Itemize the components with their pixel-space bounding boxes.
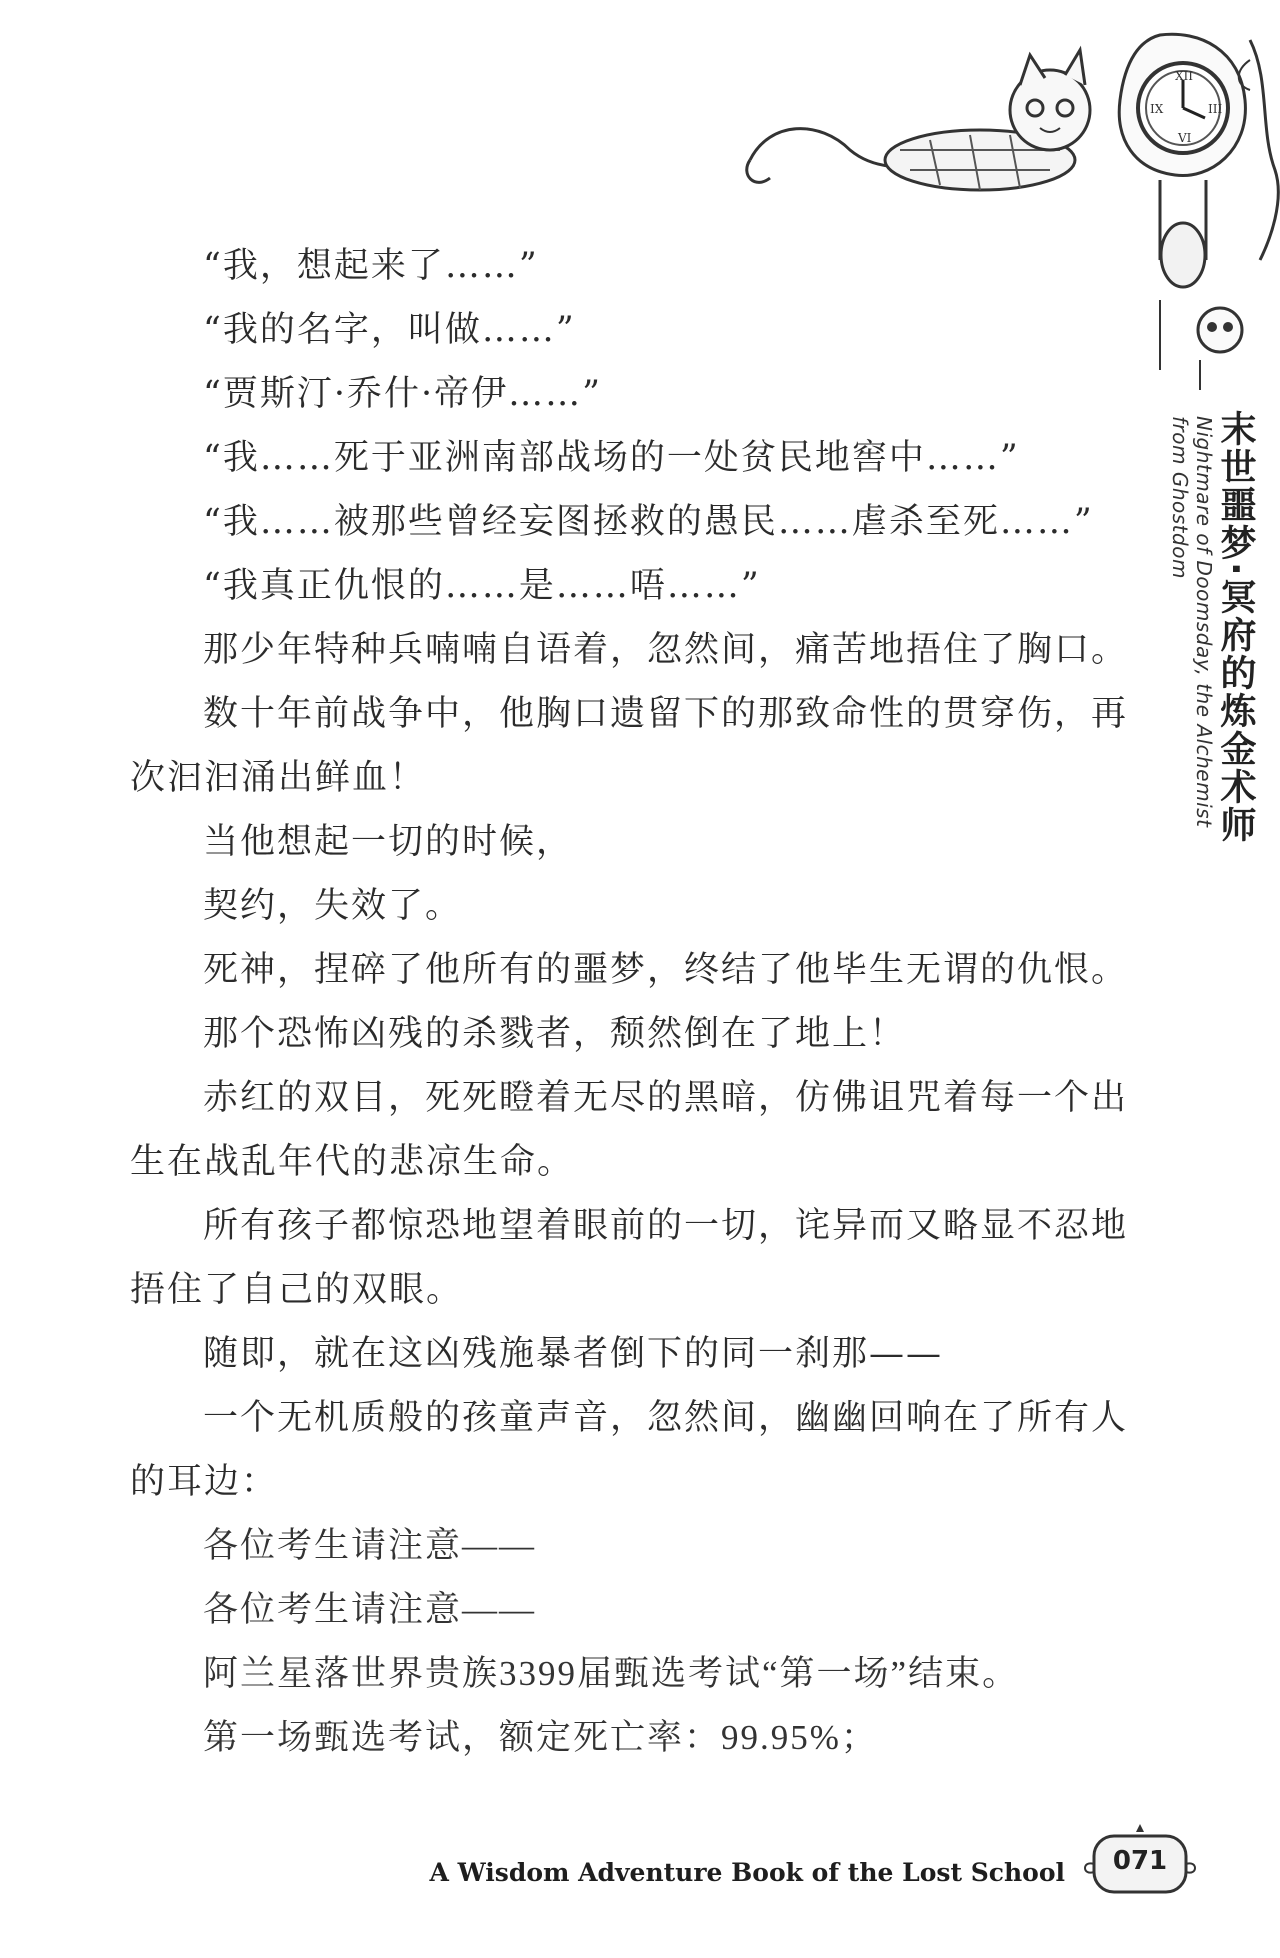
paragraph: 一个无机质般的孩童声音，忽然间，幽幽回响在了所有人的耳边： (130, 1398, 1129, 1502)
paragraph: 赤红的双目，死死瞪着无尽的黑暗，仿佛诅咒着每一个出生在战乱年代的悲凉生命。 (130, 1078, 1129, 1182)
paragraph: “我，想起来了……” (203, 246, 539, 286)
footer-series-title: A Wisdom Adventure Book of the Lost School (429, 1858, 1065, 1887)
page-number: 071 (1112, 1846, 1168, 1876)
cat-icon (885, 50, 1090, 190)
paragraph: 死神，捏碎了他所有的噩梦，终结了他毕生无谓的仇恨。 (203, 950, 1129, 990)
side-title-chinese: 末世噩梦·冥府的炼金术师 (1215, 410, 1256, 844)
svg-text:IX: IX (1150, 102, 1164, 116)
paragraph: 那少年特种兵喃喃自语着，忽然间，痛苦地捂住了胸口。 (203, 630, 1129, 670)
paragraph: “我……被那些曾经妄图拯救的愚民……虐杀至死……” (203, 502, 1094, 542)
page-number-badge (1080, 1820, 1200, 1904)
svg-text:III: III (1208, 102, 1223, 116)
system-announcement: 各位考生请注意—— (203, 1590, 537, 1629)
paragraph: 随即，就在这凶残施暴者倒下的同一刹那—— (203, 1334, 944, 1374)
clock-icon (1119, 34, 1245, 287)
paragraph: “贾斯汀·乔什·帝伊……” (203, 374, 603, 414)
skull-icon (1160, 300, 1242, 390)
paragraph: 所有孩子都惊恐地望着眼前的一切，诧异而又略显不忍地捂住了自己的双眼。 (130, 1206, 1129, 1310)
paragraph: “我的名字，叫做……” (203, 310, 576, 350)
svg-text:VI: VI (1178, 131, 1192, 145)
paragraph: “我真正仇恨的……是……唔……” (203, 566, 761, 606)
side-title (1168, 410, 1256, 870)
system-announcement: 阿兰星落世界贵族3399届甄选考试“第一场”结束。 (203, 1654, 1020, 1693)
paragraph: “我……死于亚洲南部战场的一处贫民地窖中……” (203, 438, 1020, 478)
paragraph: 契约，失效了。 (203, 886, 463, 926)
paragraph: 那个恐怖凶残的杀戮者，颓然倒在了地上！ (203, 1014, 907, 1054)
paragraph: 当他想起一切的时候， (203, 822, 574, 862)
system-announcement: 第一场甄选考试，额定死亡率：99.95%； (203, 1718, 878, 1757)
story-text (130, 234, 1130, 1770)
svg-text:XII: XII (1175, 69, 1194, 83)
side-title-english: Nightmare of Doomsday, the Alchemist from Ghostdom (1168, 416, 1216, 828)
paragraph: 数十年前战争中，他胸口遗留下的那致命性的贯穿伤，再次汩汩涌出鲜血！ (130, 694, 1129, 798)
system-announcement: 各位考生请注意—— (203, 1526, 537, 1565)
